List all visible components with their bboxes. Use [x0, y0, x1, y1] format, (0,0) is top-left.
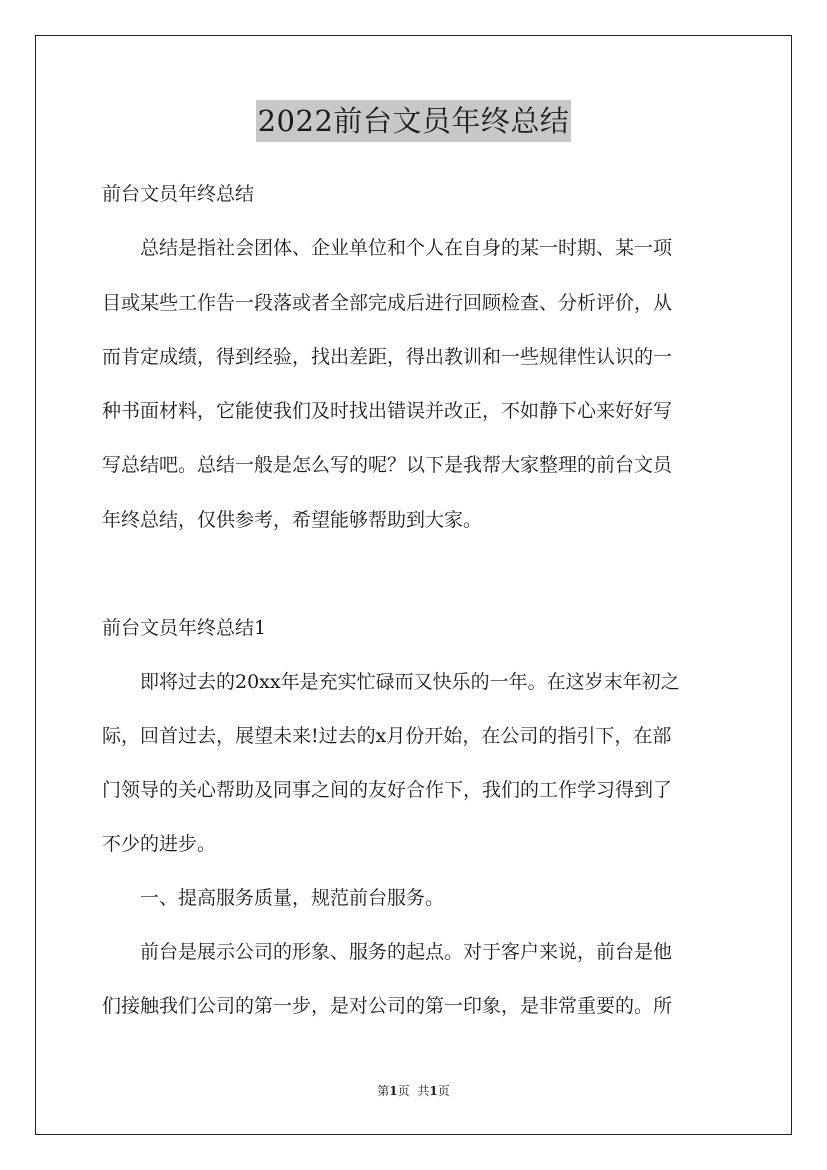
- paragraph-line: 写总结吧。总结一般是怎么写的呢？以下是我帮大家整理的前台文员: [102, 454, 673, 476]
- footer-total-prefix: 共: [417, 1084, 430, 1098]
- document-title-text: 2022前台文员年终总结: [256, 100, 572, 142]
- paragraph-line: 前台是展示公司的形象、服务的起点。对于客户来说，前台是他: [102, 941, 673, 963]
- document-title: [0, 100, 827, 144]
- paragraph-line: 年终总结，仅供参考，希望能够帮助到大家。: [102, 509, 483, 531]
- paragraph-line: 不少的进步。: [102, 833, 217, 855]
- footer-page-number: 1: [389, 1084, 398, 1098]
- footer-total-number: 1: [429, 1084, 438, 1098]
- footer-page-prefix: 第: [377, 1084, 390, 1098]
- subheading-line: 一、提高服务质量，规范前台服务。: [102, 887, 445, 909]
- paragraph-line: 门领导的关心帮助及同事之间的友好合作下，我们的工作学习得到了: [102, 779, 673, 801]
- page-footer: [0, 1083, 827, 1099]
- paragraph-line: 种书面材料，它能使我们及时找出错误并改正，不如静下心来好好写: [102, 400, 673, 422]
- footer-page-suffix: 页: [397, 1084, 410, 1098]
- paragraph-line: 而肯定成绩，得到经验，找出差距，得出教训和一些规律性认识的一: [102, 346, 673, 368]
- footer-total-suffix: 页: [437, 1084, 450, 1098]
- paragraph-line: 们接触我们公司的第一步，是对公司的第一印象，是非常重要的。所: [102, 995, 673, 1017]
- paragraph-line: 即将过去的20xx年是充实忙碌而又快乐的一年。在这岁末年初之: [102, 671, 680, 693]
- section-heading: 前台文员年终总结: [102, 183, 255, 205]
- paragraph-line: 际，回首过去，展望未来!过去的x月份开始，在公司的指引下，在部: [102, 725, 672, 747]
- paragraph-line: 总结是指社会团体、企业单位和个人在自身的某一时期、某一项: [102, 237, 673, 259]
- section-heading: 前台文员年终总结1: [102, 617, 267, 639]
- paragraph-line: 目或某些工作告一段落或者全部完成后进行回顾检查、分析评价，从: [102, 292, 673, 314]
